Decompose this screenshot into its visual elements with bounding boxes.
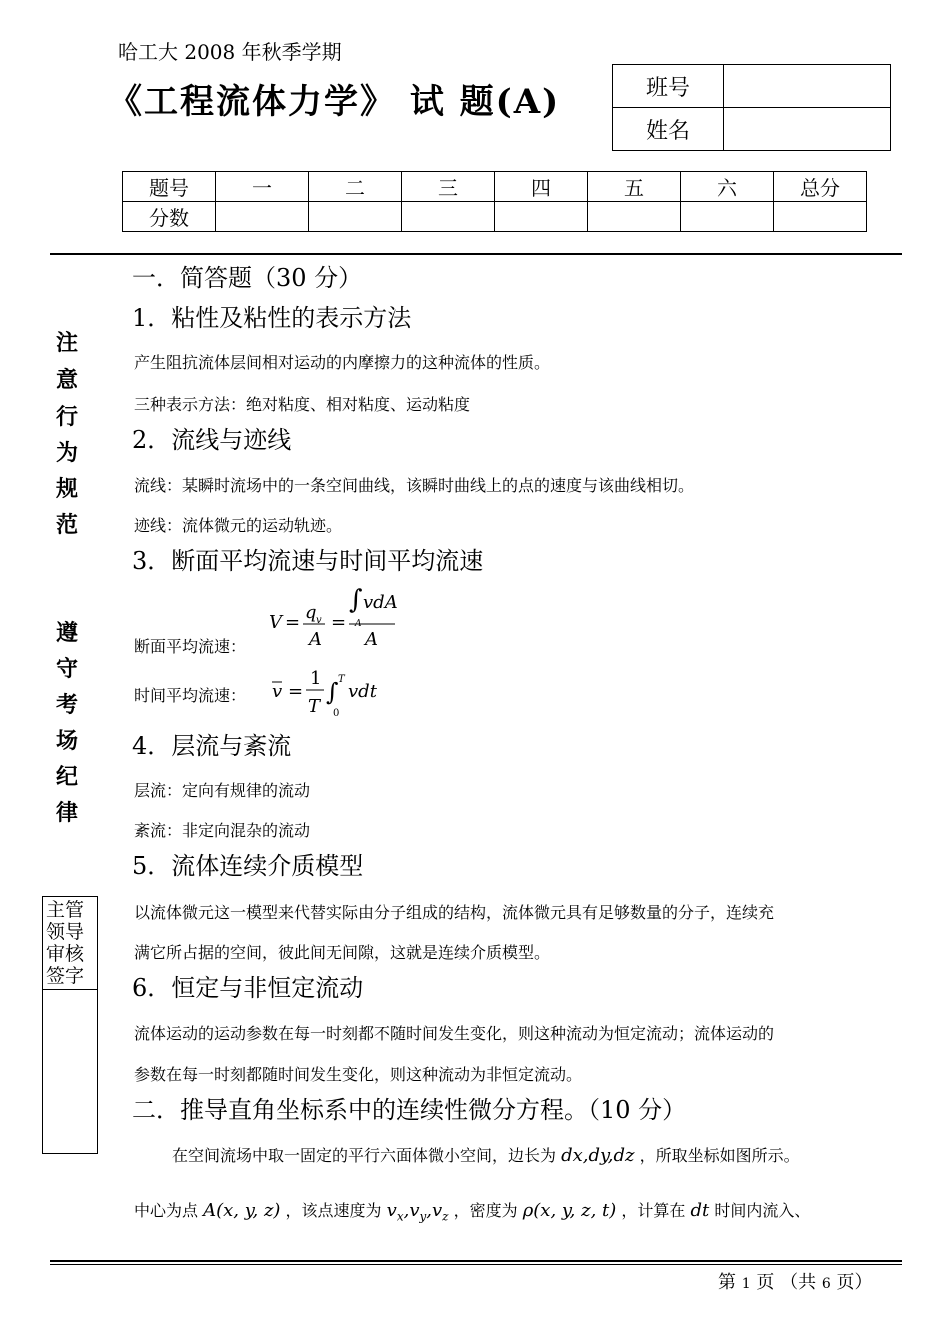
svg-text:vdt: vdt bbox=[348, 681, 377, 702]
svg-text:=: = bbox=[285, 612, 301, 633]
problem-text-part: ，密度为 bbox=[453, 1201, 518, 1220]
score-cell[interactable] bbox=[681, 202, 774, 232]
score-header-cell: 五 bbox=[588, 172, 681, 202]
signature-label-line: 签字 bbox=[46, 965, 85, 987]
signature-label-line: 主管 bbox=[46, 899, 85, 921]
score-cell[interactable] bbox=[495, 202, 588, 232]
name-label: 姓名 bbox=[613, 108, 724, 151]
svg-text:V: V bbox=[269, 612, 282, 633]
svg-text:A: A bbox=[355, 619, 362, 629]
problem-text bbox=[172, 1143, 800, 1166]
svg-text:T: T bbox=[308, 696, 321, 717]
score-table-header-row bbox=[123, 172, 867, 202]
class-field[interactable] bbox=[724, 65, 891, 108]
edge-lengths-math: dx,dy,dz bbox=[561, 1145, 635, 1166]
problem-text-part: 在空间流场中取一固定的平行六面体微小空间，边长为 bbox=[172, 1146, 557, 1165]
score-table bbox=[122, 171, 867, 232]
supervisor-signature-box bbox=[42, 896, 98, 1154]
svg-text:A: A bbox=[309, 629, 322, 650]
sidebar-char: 纪 bbox=[55, 764, 78, 790]
svg-text:0: 0 bbox=[333, 708, 340, 719]
top-divider bbox=[50, 253, 902, 255]
svg-text:=: = bbox=[288, 681, 304, 702]
center-point-math: A(x, y, z) bbox=[203, 1200, 281, 1221]
sidebar-char: 规 bbox=[55, 476, 78, 502]
answer-text: 迹线：流体微元的运动轨迹。 bbox=[134, 516, 343, 535]
svg-text:v: v bbox=[316, 615, 322, 626]
score-header-cell: 三 bbox=[402, 172, 495, 202]
bottom-divider-thin bbox=[50, 1264, 902, 1265]
signature-label bbox=[43, 897, 97, 990]
signature-label-line: 审核 bbox=[46, 943, 85, 965]
bottom-divider bbox=[50, 1260, 902, 1262]
answer-text: 流体运动的运动参数在每一时刻都不随时间发生变化，则这种流动为恒定流动；流体运动的 bbox=[134, 1024, 775, 1043]
sidebar-char: 守 bbox=[55, 656, 78, 682]
answer-text: 以流体微元这一模型来代替实际由分子组成的结构，流体微元具有足够数量的分子，连续充 bbox=[134, 903, 775, 922]
sidebar-char: 为 bbox=[55, 440, 78, 466]
problem-text-part: 中心为点 bbox=[134, 1201, 199, 1220]
sidebar-char: 注 bbox=[55, 330, 78, 356]
question-3: 3．断面平均流速与时间平均流速 bbox=[132, 547, 484, 575]
score-cell[interactable] bbox=[216, 202, 309, 232]
svg-text:T: T bbox=[338, 674, 345, 685]
sidebar-char: 场 bbox=[55, 728, 78, 754]
density-math: ρ(x, y, z, t) bbox=[522, 1200, 617, 1221]
svg-text:v: v bbox=[272, 681, 283, 702]
score-table-score-row bbox=[123, 202, 867, 232]
problem-text bbox=[134, 1198, 810, 1224]
answer-text: 满它所占据的空间，彼此间无间隙，这就是连续介质模型。 bbox=[134, 943, 551, 962]
sidebar-char: 遵 bbox=[55, 620, 78, 646]
problem-text-part: 时间内流入、 bbox=[714, 1201, 811, 1220]
score-row-label: 分数 bbox=[123, 202, 216, 232]
score-header-cell: 四 bbox=[495, 172, 588, 202]
svg-text:vdA: vdA bbox=[363, 592, 398, 613]
section1-heading: 一．简答题（30 分） bbox=[132, 264, 363, 292]
page-number: 1 bbox=[741, 1276, 751, 1292]
sidebar-char: 律 bbox=[55, 800, 78, 826]
question-5: 5．流体连续介质模型 bbox=[132, 852, 364, 880]
answer-text: 参数在每一时刻都随时间发生变化，则这种流动为非恒定流动。 bbox=[134, 1065, 583, 1084]
velocity-components-math: $v_x,v_y,v_z$ bbox=[386, 1200, 449, 1224]
student-id-table bbox=[612, 64, 891, 151]
score-cell[interactable] bbox=[774, 202, 867, 232]
sidebar-char: 考 bbox=[55, 692, 78, 718]
section-average-velocity-formula bbox=[265, 578, 405, 654]
problem-text-part: ，计算在 bbox=[621, 1201, 686, 1220]
class-label: 班号 bbox=[613, 65, 724, 108]
problem-text-part: ，该点速度为 bbox=[285, 1201, 382, 1220]
score-header-cell: 总分 bbox=[774, 172, 867, 202]
answer-label: 断面平均流速： bbox=[134, 637, 247, 656]
school-term: 哈工大 2008 年秋季学期 bbox=[118, 40, 342, 64]
sidebar-char: 意 bbox=[55, 367, 78, 393]
question-6: 6．恒定与非恒定流动 bbox=[132, 974, 364, 1002]
total-pages: 6 bbox=[821, 1276, 831, 1292]
answer-label: 时间平均流速： bbox=[134, 686, 247, 705]
answer-text: 紊流：非定向混杂的流动 bbox=[134, 821, 311, 840]
svg-text:A: A bbox=[365, 629, 378, 650]
name-field[interactable] bbox=[724, 108, 891, 151]
time-step-math: dt bbox=[690, 1200, 710, 1221]
svg-text:q: q bbox=[305, 602, 317, 623]
score-cell[interactable] bbox=[588, 202, 681, 232]
answer-text: 产生阻抗流体层间相对运动的内摩擦力的这种流体的性质。 bbox=[134, 353, 551, 372]
page-footer bbox=[718, 1268, 873, 1294]
sidebar-char: 范 bbox=[55, 512, 78, 538]
section2-heading: 二．推导直角坐标系中的连续性微分方程。（10 分） bbox=[132, 1096, 687, 1124]
problem-text-part: ，所取坐标如图所示。 bbox=[639, 1146, 800, 1165]
answer-text: 三种表示方法：绝对粘度、相对粘度、运动粘度 bbox=[134, 395, 471, 414]
signature-label-line: 领导 bbox=[46, 921, 85, 943]
question-2: 2．流线与迹线 bbox=[132, 426, 292, 454]
svg-text:1: 1 bbox=[310, 668, 322, 689]
question-1: 1．粘性及粘性的表示方法 bbox=[132, 304, 412, 332]
sidebar-char: 行 bbox=[55, 404, 78, 430]
question-4: 4．层流与紊流 bbox=[132, 732, 292, 760]
score-header-cell: 二 bbox=[309, 172, 402, 202]
signature-field[interactable] bbox=[43, 990, 97, 1140]
score-cell[interactable] bbox=[309, 202, 402, 232]
time-average-velocity-formula bbox=[268, 662, 388, 722]
score-header-cell: 题号 bbox=[123, 172, 216, 202]
answer-text: 层流：定向有规律的流动 bbox=[134, 781, 311, 800]
footer-text: 第 bbox=[718, 1272, 736, 1293]
score-cell[interactable] bbox=[402, 202, 495, 232]
svg-text:=: = bbox=[331, 612, 347, 633]
footer-text: 页 （共 bbox=[756, 1272, 817, 1293]
answer-text: 流线：某瞬时流场中的一条空间曲线，该瞬时曲线上的点的速度与该曲线相切。 bbox=[134, 476, 695, 495]
score-header-cell: 六 bbox=[681, 172, 774, 202]
svg-text:∫: ∫ bbox=[349, 585, 363, 615]
exam-title: 《工程流体力学》 试 题(A) bbox=[108, 82, 561, 122]
svg-text:∫: ∫ bbox=[326, 678, 339, 706]
score-header-cell: 一 bbox=[216, 172, 309, 202]
footer-text: 页） bbox=[836, 1272, 873, 1293]
